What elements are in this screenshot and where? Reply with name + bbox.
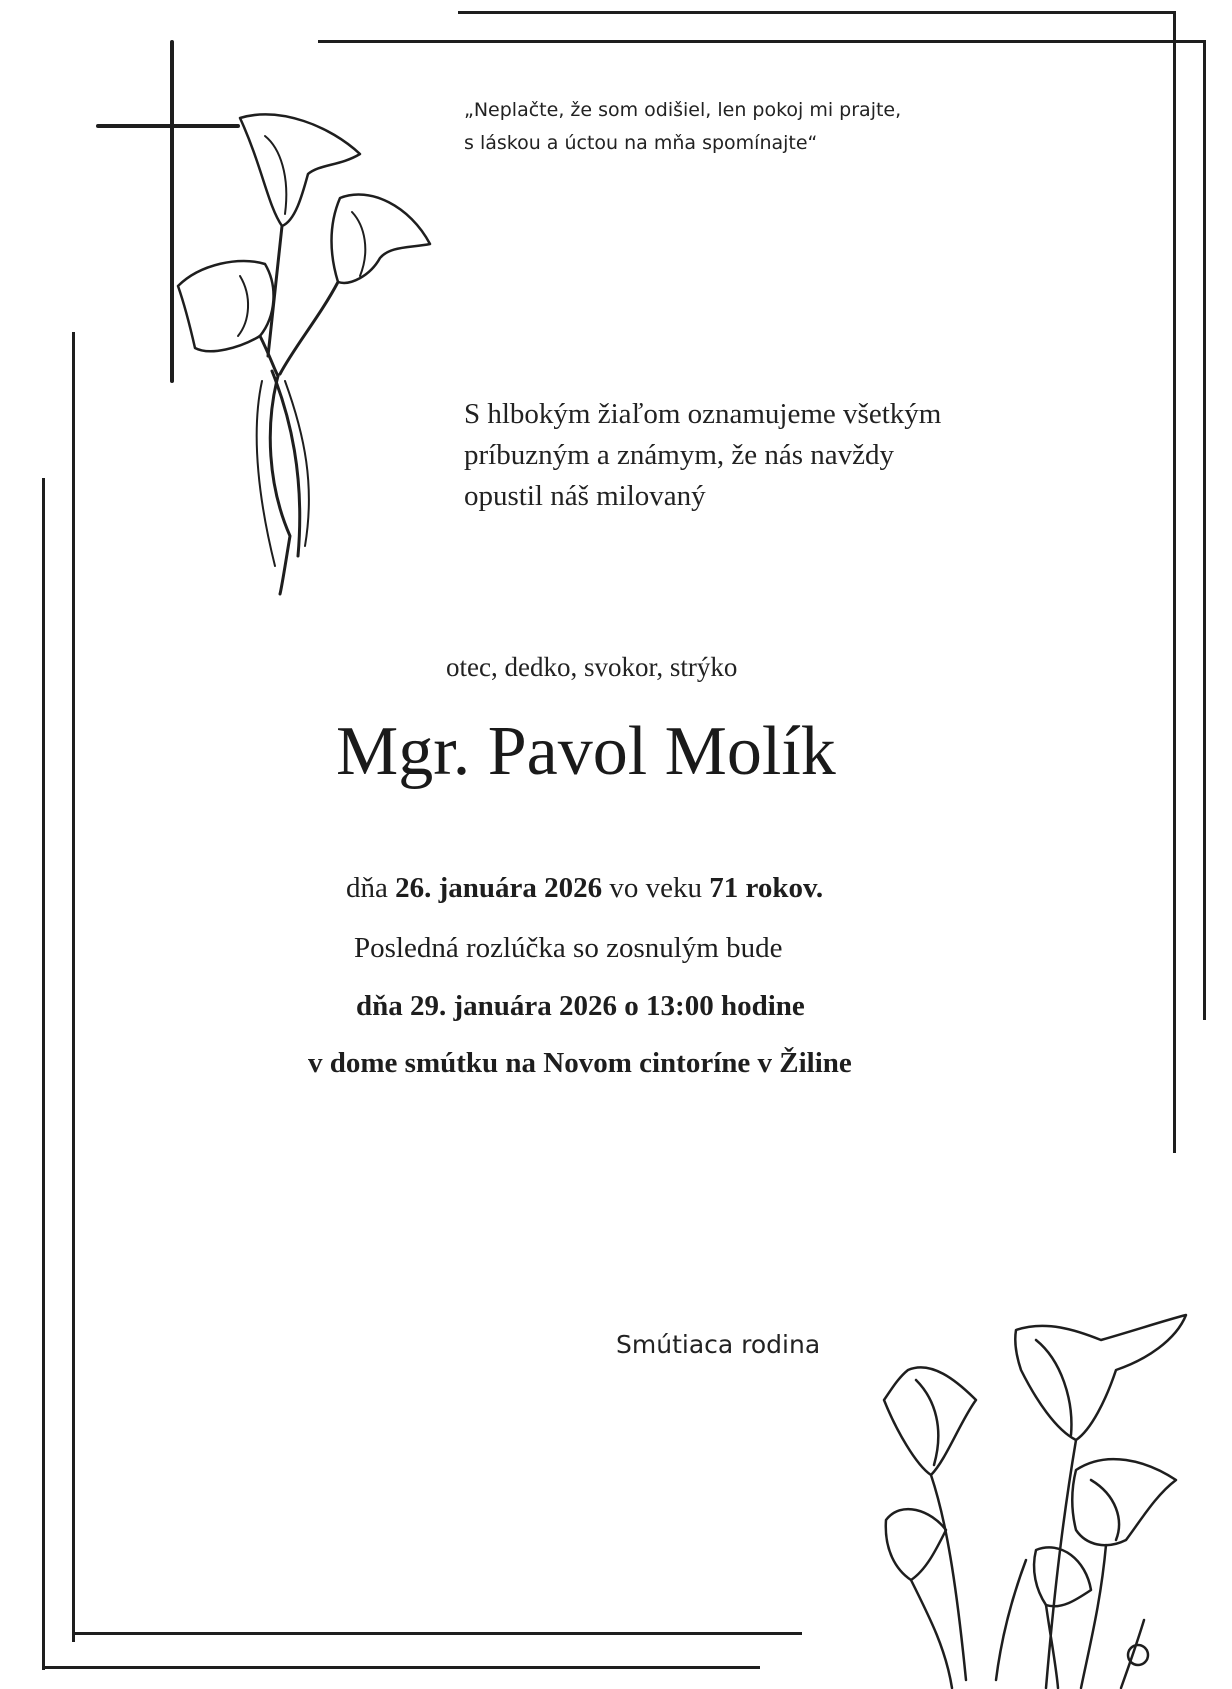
family-relations: otec, dedko, svokor, strýko <box>446 652 738 682</box>
frame-top-line-lower <box>318 40 1206 43</box>
announcement-line-3: opustil náš milovaný <box>464 480 706 512</box>
announcement-line-2: príbuzným a známym, že nás navždy <box>464 439 895 471</box>
frame-bottom-line-inner <box>72 1632 802 1635</box>
death-age-prefix: vo veku <box>609 872 703 904</box>
deceased-name: Mgr. Pavol Molík <box>336 713 836 790</box>
frame-right-line-outer <box>1173 11 1176 1153</box>
death-age: 71 rokov. <box>709 872 824 904</box>
calla-lily-bouquet-icon <box>876 1300 1206 1689</box>
cross-with-lilies-icon <box>90 36 450 596</box>
death-prefix: dňa <box>346 872 388 904</box>
epitaph-quote <box>464 94 1024 160</box>
frame-left-line-inner <box>72 332 75 1642</box>
farewell-place: v dome smútku na Novom cintoríne v Žiline <box>308 1047 852 1079</box>
farewell-intro: Posledná rozlúčka so zosnulým bude <box>354 932 783 964</box>
announcement-line-1: S hlbokým žiaľom oznamujeme všetkým <box>464 398 942 430</box>
death-date: 26. januára 2026 <box>395 872 603 904</box>
frame-top-line-upper <box>458 11 1176 14</box>
farewell-datetime: dňa 29. januára 2026 o 13:00 hodine <box>356 990 805 1022</box>
death-date-line <box>0 872 1232 905</box>
quote-line-2: s láskou a úctou na mňa spomínajte“ <box>464 132 818 154</box>
quote-line-1: „Neplačte, že som odišiel, len pokoj mi prajte, <box>464 99 902 121</box>
frame-bottom-line-outer <box>42 1666 760 1669</box>
signature: Smútiaca rodina <box>616 1330 821 1359</box>
announcement-text <box>464 394 1064 517</box>
